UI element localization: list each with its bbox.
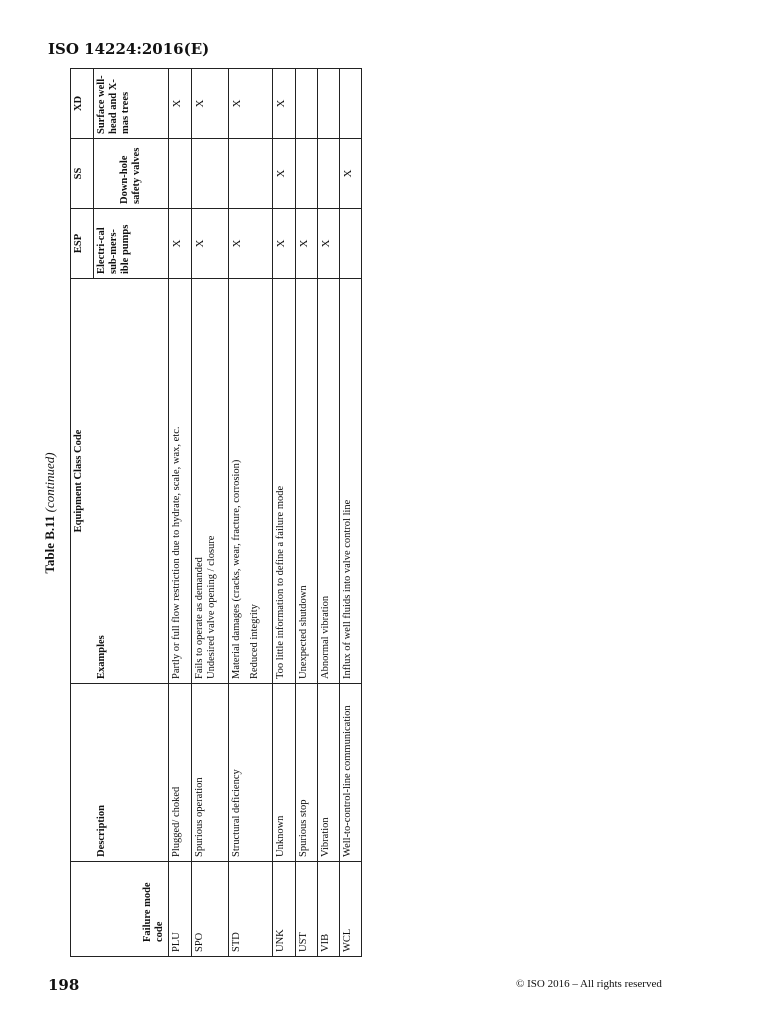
xd-mark: [295, 69, 317, 139]
header-row-1: [71, 69, 94, 957]
failure-examples: [169, 279, 191, 684]
table-row: [191, 69, 229, 957]
example-line: Partly or full flow restriction due to hydrate, scale, wax, etc.: [171, 426, 183, 679]
xd-mark: [317, 69, 339, 139]
table-row: [339, 69, 361, 957]
table-row: [295, 69, 317, 957]
esp-mark: X: [295, 209, 317, 279]
table-row: [317, 69, 339, 957]
esp-mark: X: [191, 209, 229, 279]
failure-description: Spurious operation: [191, 684, 229, 862]
xd-mark: [339, 69, 361, 139]
failure-examples: [191, 279, 229, 684]
xd-mark: X: [191, 69, 229, 139]
document-header: ISO 14224:2016(E): [48, 40, 210, 58]
failure-mode-code: UST: [295, 862, 317, 957]
xd-mark: X: [169, 69, 191, 139]
failure-mode-code: PLU: [169, 862, 191, 957]
table-row: [273, 69, 295, 957]
failure-description: Spurious stop: [295, 684, 317, 862]
blank-header-cell: [71, 684, 94, 862]
failure-description: Vibration: [317, 684, 339, 862]
failure-mode-code: STD: [229, 862, 273, 957]
table-caption-continued: (continued): [42, 452, 57, 513]
ss-mark: [317, 139, 339, 209]
failure-mode-code: SPO: [191, 862, 229, 957]
failure-description: Unknown: [273, 684, 295, 862]
example-line: Abnormal vibration: [319, 595, 331, 679]
failure-mode-code: VIB: [317, 862, 339, 957]
example-line: Fails to operate as demanded: [193, 557, 205, 679]
example-line: Too little information to define a failure mode: [275, 485, 287, 679]
header-row-2: [94, 69, 169, 957]
failure-examples: [317, 279, 339, 684]
ss-mark: [169, 139, 191, 209]
example-line: Unexpected shutdown: [297, 585, 309, 679]
esp-mark: X: [169, 209, 191, 279]
failure-mode-table: [70, 68, 362, 957]
ss-mark: X: [273, 139, 295, 209]
failure-description: Plugged/ choked: [169, 684, 191, 862]
copyright-notice: © ISO 2016 – All rights reserved: [516, 978, 662, 990]
xd-mark: X: [229, 69, 273, 139]
ss-name-header: Down-hole safety valves: [94, 139, 169, 209]
esp-mark: X: [273, 209, 295, 279]
blank-header-cell: [71, 862, 94, 957]
description-header: Description: [94, 684, 169, 862]
esp-name-header: Electri-cal sub-mers-ible pumps: [94, 209, 169, 279]
ss-code-header: SS: [71, 139, 94, 209]
ss-mark: X: [339, 139, 361, 209]
esp-mark: X: [317, 209, 339, 279]
failure-description: Structural deficiency: [229, 684, 273, 862]
esp-mark: X: [229, 209, 273, 279]
equipment-class-header: Equipment Class Code: [71, 279, 94, 684]
esp-mark: [339, 209, 361, 279]
failure-examples: [295, 279, 317, 684]
ss-mark: [229, 139, 273, 209]
example-line: Influx of well fluids into valve control line: [341, 499, 353, 679]
rotated-table-block: [42, 69, 362, 957]
examples-header: Examples: [94, 279, 169, 684]
failure-examples: [229, 279, 273, 684]
table-row: [169, 69, 191, 957]
failure-examples: [339, 279, 361, 684]
example-line: Material damages (cracks, wear, fracture, corrosion): [231, 459, 243, 679]
page-number: 198: [48, 976, 80, 994]
xd-name-header: Surface well-head and X-mas trees: [94, 69, 169, 139]
table-caption-title: Table B.11: [42, 515, 57, 574]
failure-description: Well-to-control-line communication: [339, 684, 361, 862]
ss-mark: [191, 139, 229, 209]
ss-mark: [295, 139, 317, 209]
failure-mode-code: WCL: [339, 862, 361, 957]
table-row: [229, 69, 273, 957]
failure-mode-code: UNK: [273, 862, 295, 957]
failure-mode-header: Failure mode code: [94, 862, 169, 957]
esp-code-header: ESP: [71, 209, 94, 279]
failure-examples: [273, 279, 295, 684]
table-caption: [42, 69, 58, 957]
example-line: Undesired valve opening / closure: [205, 535, 217, 679]
xd-mark: X: [273, 69, 295, 139]
example-line: Reduced integrity: [249, 604, 261, 679]
xd-code-header: XD: [71, 69, 94, 139]
